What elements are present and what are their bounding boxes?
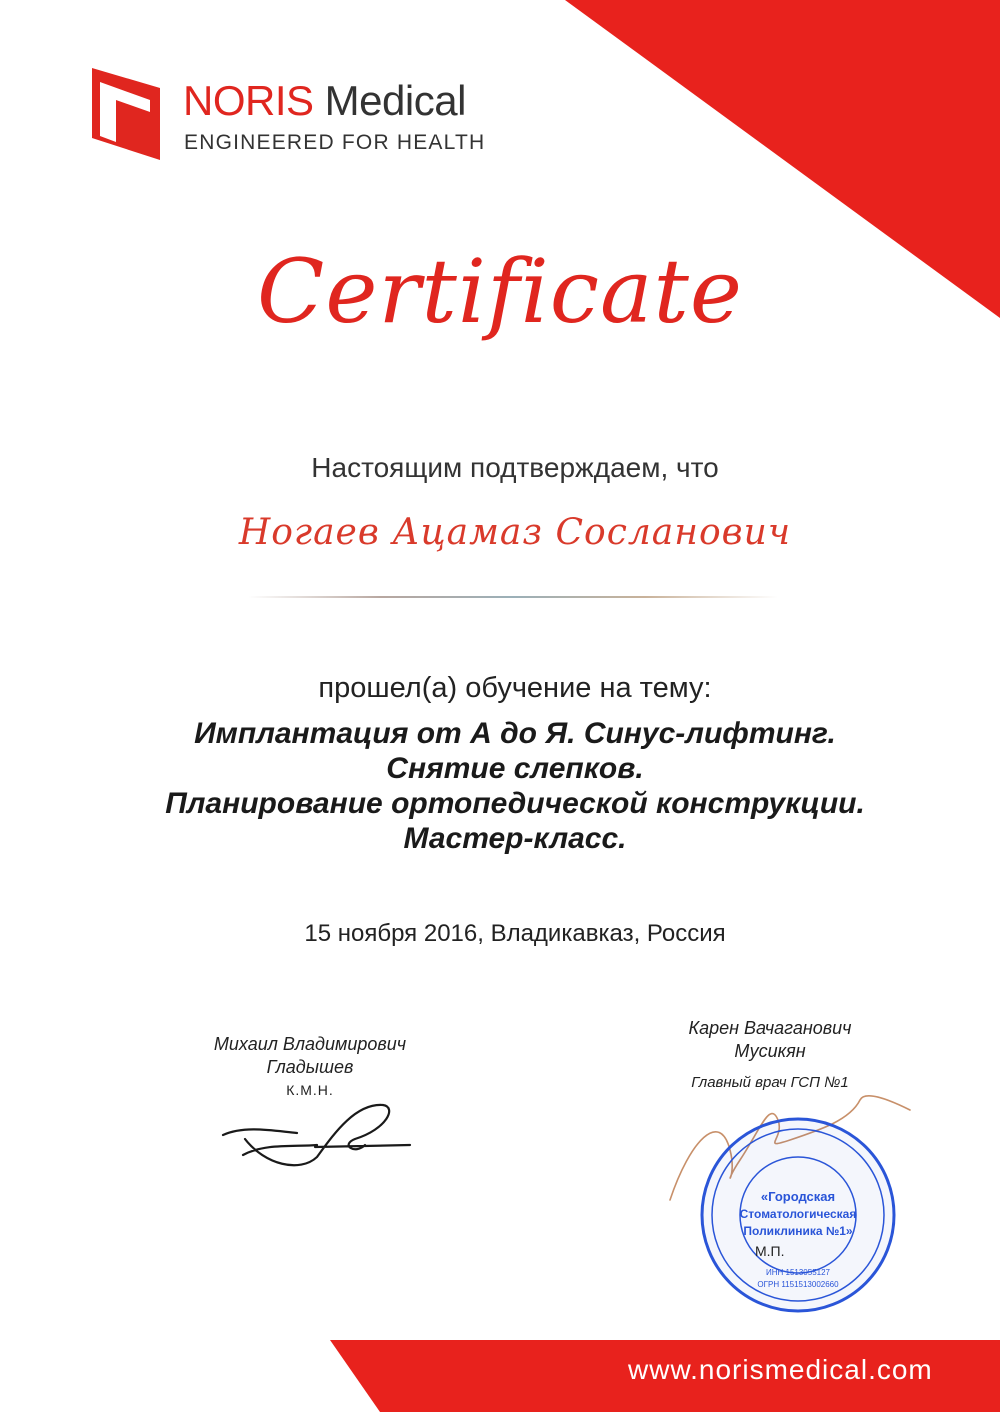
left-signatory-name-first: Михаил Владимирович xyxy=(213,1034,407,1054)
stamp-inn: ИНН 1513055127 xyxy=(765,1268,831,1277)
left-signature xyxy=(205,1095,415,1175)
left-signatory xyxy=(180,1033,440,1102)
recipient-name: Ногаев Ацамаз Сосланович xyxy=(238,512,792,553)
stamp-center-line2: Стоматологическая xyxy=(739,1207,857,1221)
confirm-text: Настоящим подтверждаем, что xyxy=(311,452,719,483)
stamp-center-line1: «Городская xyxy=(760,1189,836,1204)
stamp-mp: М.П. xyxy=(755,1243,785,1259)
stamp-ogrn: ОГРН 1151513002660 xyxy=(757,1280,839,1289)
certificate-title: Certificate xyxy=(257,240,743,343)
date-place: 15 ноября 2016, Владикавказ, Россия xyxy=(304,920,726,947)
noris-logo-icon xyxy=(92,68,160,160)
course-topic xyxy=(0,716,1000,856)
passed-text: прошел(а) обучение на тему: xyxy=(318,672,712,704)
topic-line: Планирование ортопедической конструкции. xyxy=(165,787,865,820)
right-signatory-surname: Мусикян xyxy=(734,1041,806,1061)
brand-name xyxy=(183,76,466,126)
brand-tagline: ENGINEERED FOR HEALTH xyxy=(184,131,486,154)
topic-line: Мастер-класс. xyxy=(403,822,627,855)
brand-name-medical: Medical xyxy=(313,77,466,124)
stamp-center-line3: Поликлиника №1» xyxy=(743,1224,853,1238)
topic-line: Снятие слепков. xyxy=(386,752,644,785)
clinic-stamp xyxy=(698,1115,898,1315)
left-signatory-degree: К.М.Н. xyxy=(286,1082,334,1098)
left-signatory-surname: Гладышев xyxy=(266,1057,354,1077)
topic-line: Имплантация от А до Я. Синус-лифтинг. xyxy=(194,717,836,750)
right-signatory-name-first: Карен Вачаганович xyxy=(688,1018,852,1038)
right-signatory-position: Главный врач ГСП №1 xyxy=(691,1074,849,1091)
name-underline xyxy=(248,596,778,598)
website-link[interactable]: www.norismedical.com xyxy=(628,1354,933,1385)
brand-name-noris: NORIS xyxy=(183,77,314,124)
